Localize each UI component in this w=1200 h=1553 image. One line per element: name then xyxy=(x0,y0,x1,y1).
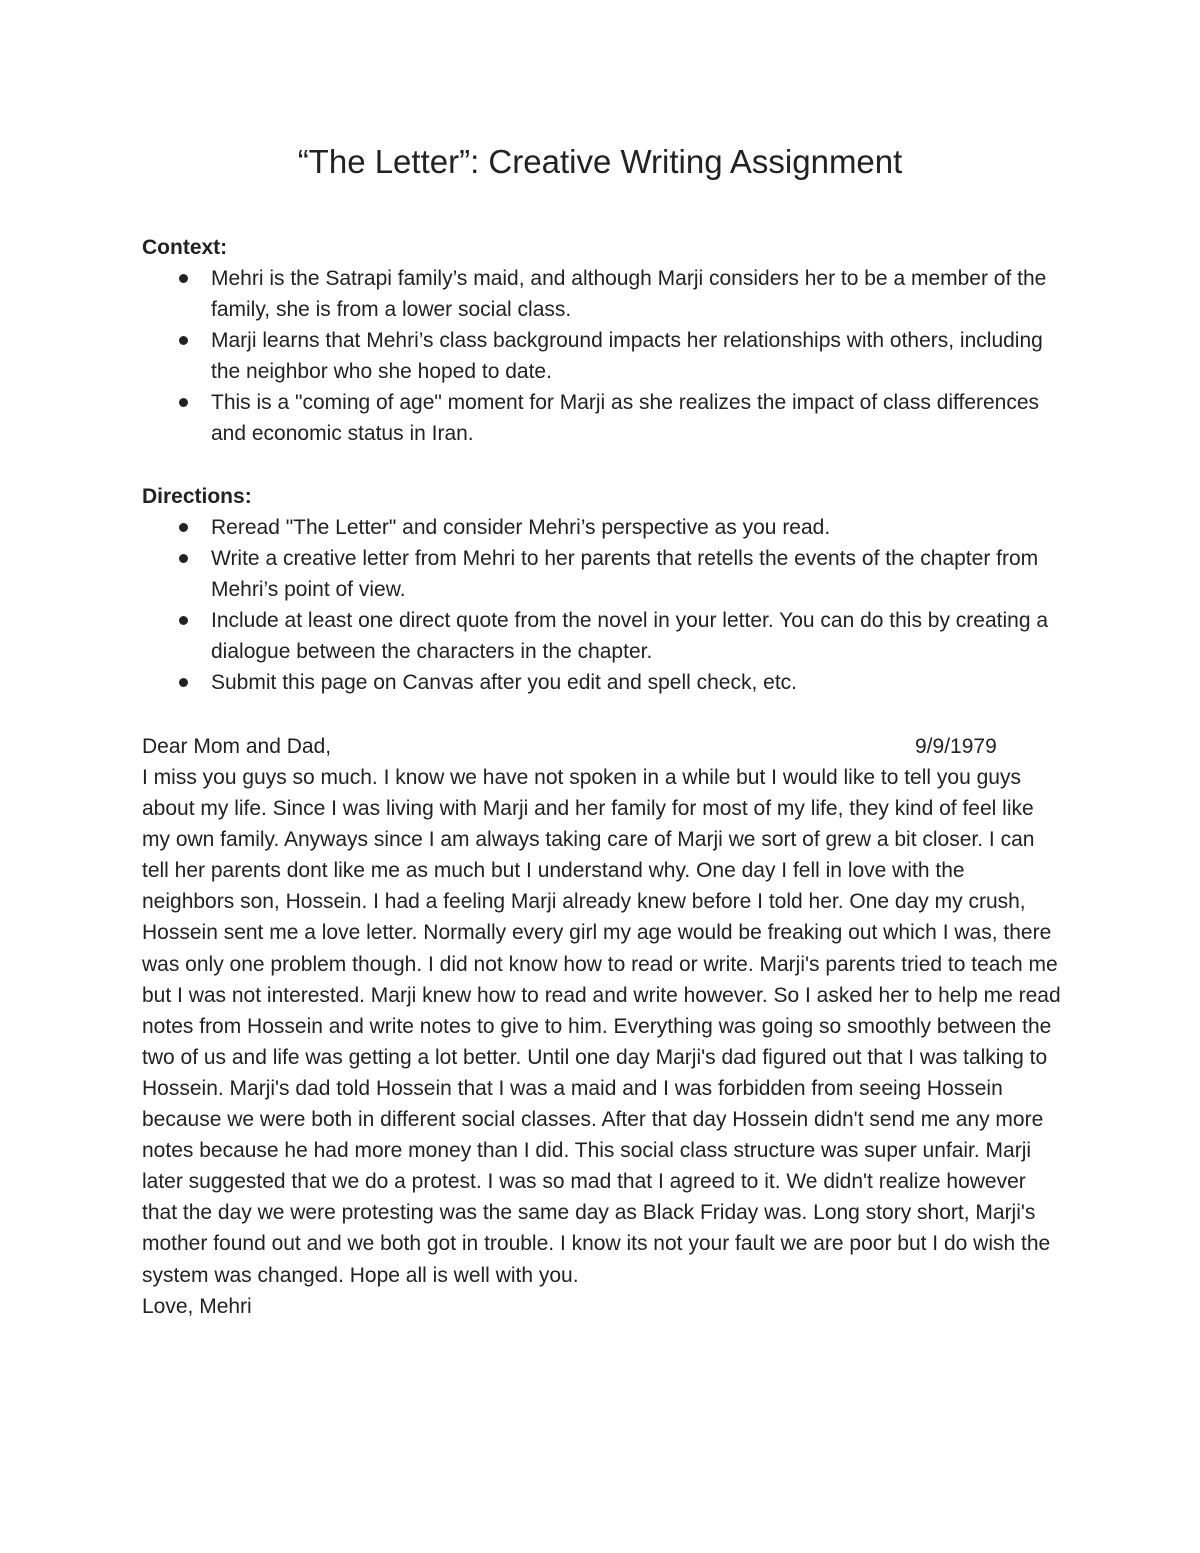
letter-header xyxy=(142,731,1062,762)
page-title: “The Letter”: Creative Writing Assignment xyxy=(297,143,903,180)
list-item-text: Reread "The Letter" and consider Mehri’s perspective as you read. xyxy=(211,516,831,539)
bullet-icon xyxy=(179,336,188,345)
directions-heading: Directions: xyxy=(142,485,252,508)
bullet-icon xyxy=(179,678,188,687)
bullet-icon xyxy=(179,398,188,407)
bullet-icon xyxy=(179,554,188,563)
bullet-icon xyxy=(179,274,188,283)
list-item xyxy=(142,387,1062,449)
bullet-icon xyxy=(179,523,188,532)
list-item xyxy=(142,263,1062,325)
list-item xyxy=(142,512,1062,543)
list-item-text: Mehri is the Satrapi family’s maid, and although Marji considers her to be a member of the family, she is from a lower social class. xyxy=(211,267,1047,321)
list-item-text: Include at least one direct quote from the novel in your letter. You can do this by creating a dialogue between the characters in the chapter. xyxy=(211,609,1049,663)
list-item xyxy=(142,667,1062,698)
bullet-icon xyxy=(179,616,188,625)
list-item-text: Submit this page on Canvas after you edit and spell check, etc. xyxy=(211,671,798,694)
list-item-text: Write a creative letter from Mehri to her parents that retells the events of the chapter from Mehri’s point of view. xyxy=(211,547,1039,601)
list-item-text: Marji learns that Mehri’s class background impacts her relationships with others, including the neighbor who she hoped to date. xyxy=(211,329,1043,383)
context-list xyxy=(142,263,1062,449)
list-item-text: This is a "coming of age" moment for Marji as she realizes the impact of class differences and economic status in Iran. xyxy=(211,391,1040,445)
context-section xyxy=(142,232,1062,449)
letter-closing: Love, Mehri xyxy=(142,1294,252,1318)
list-item xyxy=(142,605,1062,667)
context-heading: Context: xyxy=(142,236,228,259)
directions-section xyxy=(142,481,1062,698)
letter-greeting: Dear Mom and Dad, xyxy=(142,735,332,758)
letter-body: I miss you guys so much. I know we have not spoken in a while but I would like to tell you guys about my life. Since I was living with Marji and her family for most of my life, they kind of feel like my own family. Anyways since I am always taking care of Marji we sort of grew a bit closer. I can tell her parents dont like me as much but I understand why. One day I fell in love with the neighbors son, Hossein. I had a feeling Marji already knew before I told her. One day my crush, Hossein sent me a love letter. Normally every girl my age would be freaking out which I was, there was only one problem though. I did not know how to read or write. Marji's parents tried to teach me but I was not interested. Marji knew how to read and write however. So I asked her to help me read notes from Hossein and write notes to give to him. Everything was going so smoothly between the two of us and life was getting a lot better. Until one day Marji's dad figured out that I was talking to Hossein. Marji's dad told Hossein that I was a maid and I was forbidden from seeing Hossein because we were both in different social classes. After that day Hossein didn't send me any more notes because he had more money than I did. This social class structure was super unfair. Marji later suggested that we do a protest. I was so mad that I agreed to it. We didn't realize however that the day we were protesting was the same day as Black Friday was. Long story short, Marji's mother found out and we both got in trouble. I know its not your fault we are poor but I do wish the system was changed. Hope all is well with you. xyxy=(142,766,1061,1287)
list-item xyxy=(142,325,1062,387)
letter-date: 9/9/1979 xyxy=(915,735,997,758)
directions-list xyxy=(142,512,1062,698)
list-item xyxy=(142,543,1062,605)
letter xyxy=(142,731,1062,1322)
